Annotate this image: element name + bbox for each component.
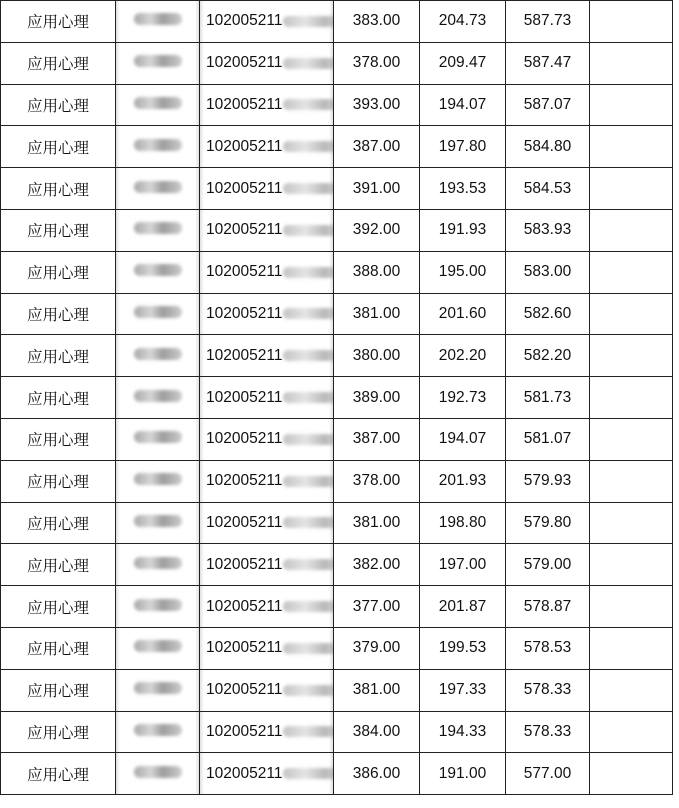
name-cell-redacted xyxy=(116,377,200,419)
name-cell-redacted xyxy=(116,711,200,753)
shadow-strip xyxy=(329,419,333,460)
score-a-cell: 387.00 xyxy=(334,126,420,168)
shadow-strip xyxy=(195,753,199,794)
empty-cell xyxy=(590,293,673,335)
shadow-strip xyxy=(195,168,199,209)
student-id-prefix: 102005211 xyxy=(206,681,283,699)
shadow-strip xyxy=(116,168,120,209)
shadow-strip xyxy=(200,210,204,251)
shadow-strip xyxy=(329,294,333,335)
major-cell: 应用心理 xyxy=(1,42,116,84)
score-a-cell: 383.00 xyxy=(334,1,420,43)
shadow-strip xyxy=(329,377,333,418)
name-cell-redacted xyxy=(116,1,200,43)
shadow-strip xyxy=(200,586,204,627)
total-score-cell: 577.00 xyxy=(506,753,590,795)
score-a-cell: 380.00 xyxy=(334,335,420,377)
total-score-cell: 582.20 xyxy=(506,335,590,377)
empty-cell xyxy=(590,209,673,251)
total-score-cell: 583.00 xyxy=(506,251,590,293)
table-row xyxy=(1,168,673,210)
shadow-strip xyxy=(116,335,120,376)
shadow-strip xyxy=(200,670,204,711)
redacted-id-blur xyxy=(283,476,333,487)
table-row xyxy=(1,544,673,586)
shadow-strip xyxy=(195,628,199,669)
table-row xyxy=(1,502,673,544)
student-id-prefix: 102005211 xyxy=(206,764,283,782)
name-cell-redacted xyxy=(116,126,200,168)
redacted-name-blur xyxy=(134,306,182,318)
name-cell-redacted xyxy=(116,168,200,210)
shadow-strip xyxy=(116,252,120,293)
redacted-name-blur xyxy=(134,55,182,67)
major-cell: 应用心理 xyxy=(1,753,116,795)
redacted-id-blur xyxy=(283,225,333,236)
redacted-id-blur xyxy=(283,58,333,69)
table-row xyxy=(1,418,673,460)
student-id-cell xyxy=(200,418,334,460)
score-a-cell: 384.00 xyxy=(334,711,420,753)
total-score-cell: 587.47 xyxy=(506,42,590,84)
score-b-cell: 197.00 xyxy=(420,544,506,586)
major-cell: 应用心理 xyxy=(1,544,116,586)
student-id-cell xyxy=(200,84,334,126)
name-cell-redacted xyxy=(116,544,200,586)
shadow-strip xyxy=(200,461,204,502)
shadow-strip xyxy=(195,85,199,126)
shadow-strip xyxy=(200,377,204,418)
major-cell: 应用心理 xyxy=(1,502,116,544)
empty-cell xyxy=(590,544,673,586)
shadow-strip xyxy=(329,252,333,293)
empty-cell xyxy=(590,168,673,210)
score-b-cell: 197.33 xyxy=(420,669,506,711)
table-row xyxy=(1,293,673,335)
table-row xyxy=(1,1,673,43)
redacted-id-blur xyxy=(283,308,333,319)
total-score-cell: 579.80 xyxy=(506,502,590,544)
student-id-prefix: 102005211 xyxy=(206,472,283,490)
redacted-id-blur xyxy=(283,643,333,654)
shadow-strip xyxy=(195,1,199,42)
shadow-strip xyxy=(200,168,204,209)
major-cell: 应用心理 xyxy=(1,251,116,293)
empty-cell xyxy=(590,377,673,419)
empty-cell xyxy=(590,753,673,795)
shadow-strip xyxy=(200,1,204,42)
empty-cell xyxy=(590,84,673,126)
shadow-strip xyxy=(195,544,199,585)
redacted-name-blur xyxy=(134,97,182,109)
shadow-strip xyxy=(329,210,333,251)
score-a-cell: 391.00 xyxy=(334,168,420,210)
total-score-cell: 578.33 xyxy=(506,669,590,711)
major-cell: 应用心理 xyxy=(1,84,116,126)
name-cell-redacted xyxy=(116,627,200,669)
student-id-prefix: 102005211 xyxy=(206,346,283,364)
shadow-strip xyxy=(116,85,120,126)
shadow-strip xyxy=(329,1,333,42)
shadow-strip xyxy=(195,377,199,418)
shadow-strip xyxy=(116,43,120,84)
student-id-prefix: 102005211 xyxy=(206,54,283,72)
shadow-strip xyxy=(195,670,199,711)
redacted-id-blur xyxy=(283,768,333,779)
shadow-strip xyxy=(200,335,204,376)
major-cell: 应用心理 xyxy=(1,460,116,502)
major-cell: 应用心理 xyxy=(1,209,116,251)
student-id-prefix: 102005211 xyxy=(206,388,283,406)
major-cell: 应用心理 xyxy=(1,377,116,419)
redacted-name-blur xyxy=(134,181,182,193)
score-a-cell: 392.00 xyxy=(334,209,420,251)
shadow-strip xyxy=(195,419,199,460)
shadow-strip xyxy=(116,628,120,669)
student-id-prefix: 102005211 xyxy=(206,12,283,30)
student-id-cell xyxy=(200,586,334,628)
redacted-id-blur xyxy=(283,267,333,278)
total-score-cell: 584.80 xyxy=(506,126,590,168)
redacted-name-blur xyxy=(134,766,182,778)
name-cell-redacted xyxy=(116,293,200,335)
shadow-strip xyxy=(329,753,333,794)
shadow-strip xyxy=(116,670,120,711)
student-id-prefix: 102005211 xyxy=(206,137,283,155)
redacted-name-blur xyxy=(134,139,182,151)
student-id-cell xyxy=(200,335,334,377)
student-id-prefix: 102005211 xyxy=(206,304,283,322)
redacted-id-blur xyxy=(283,601,333,612)
shadow-strip xyxy=(200,753,204,794)
empty-cell xyxy=(590,627,673,669)
shadow-strip xyxy=(116,377,120,418)
score-b-cell: 191.00 xyxy=(420,753,506,795)
student-id-prefix: 102005211 xyxy=(206,430,283,448)
redacted-name-blur xyxy=(134,599,182,611)
major-cell: 应用心理 xyxy=(1,126,116,168)
shadow-strip xyxy=(116,419,120,460)
student-id-cell xyxy=(200,627,334,669)
empty-cell xyxy=(590,42,673,84)
student-id-cell xyxy=(200,42,334,84)
redacted-id-blur xyxy=(283,434,333,445)
shadow-strip xyxy=(116,586,120,627)
major-cell: 应用心理 xyxy=(1,1,116,43)
score-b-cell: 193.53 xyxy=(420,168,506,210)
major-cell: 应用心理 xyxy=(1,168,116,210)
shadow-strip xyxy=(200,294,204,335)
shadow-strip xyxy=(200,43,204,84)
table-row xyxy=(1,377,673,419)
total-score-cell: 583.93 xyxy=(506,209,590,251)
redacted-name-blur xyxy=(134,473,182,485)
student-id-cell xyxy=(200,168,334,210)
student-id-cell xyxy=(200,669,334,711)
total-score-cell: 587.73 xyxy=(506,1,590,43)
shadow-strip xyxy=(195,712,199,753)
empty-cell xyxy=(590,418,673,460)
redacted-id-blur xyxy=(283,726,333,737)
shadow-strip xyxy=(116,753,120,794)
score-a-cell: 378.00 xyxy=(334,460,420,502)
student-id-cell xyxy=(200,502,334,544)
score-b-cell: 202.20 xyxy=(420,335,506,377)
score-a-cell: 393.00 xyxy=(334,84,420,126)
shadow-strip xyxy=(200,126,204,167)
score-a-cell: 381.00 xyxy=(334,293,420,335)
total-score-cell: 579.93 xyxy=(506,460,590,502)
redacted-id-blur xyxy=(283,16,333,27)
major-cell: 应用心理 xyxy=(1,669,116,711)
empty-cell xyxy=(590,586,673,628)
major-cell: 应用心理 xyxy=(1,418,116,460)
redacted-name-blur xyxy=(134,348,182,360)
total-score-cell: 582.60 xyxy=(506,293,590,335)
shadow-strip xyxy=(195,335,199,376)
shadow-strip xyxy=(195,252,199,293)
redacted-name-blur xyxy=(134,724,182,736)
shadow-strip xyxy=(116,1,120,42)
redacted-name-blur xyxy=(134,682,182,694)
shadow-strip xyxy=(329,586,333,627)
student-id-prefix: 102005211 xyxy=(206,221,283,239)
student-id-prefix: 102005211 xyxy=(206,179,283,197)
student-id-cell xyxy=(200,251,334,293)
empty-cell xyxy=(590,502,673,544)
shadow-strip xyxy=(329,43,333,84)
shadow-strip xyxy=(116,126,120,167)
score-b-cell: 204.73 xyxy=(420,1,506,43)
major-cell: 应用心理 xyxy=(1,711,116,753)
name-cell-redacted xyxy=(116,251,200,293)
redacted-id-blur xyxy=(283,99,333,110)
score-a-cell: 381.00 xyxy=(334,669,420,711)
score-b-cell: 192.73 xyxy=(420,377,506,419)
shadow-strip xyxy=(200,419,204,460)
name-cell-redacted xyxy=(116,42,200,84)
shadow-strip xyxy=(329,544,333,585)
shadow-strip xyxy=(116,294,120,335)
student-id-prefix: 102005211 xyxy=(206,555,283,573)
score-a-cell: 381.00 xyxy=(334,502,420,544)
score-a-cell: 378.00 xyxy=(334,42,420,84)
shadow-strip xyxy=(195,461,199,502)
student-id-cell xyxy=(200,711,334,753)
student-id-cell xyxy=(200,753,334,795)
shadow-strip xyxy=(200,503,204,544)
total-score-cell: 579.00 xyxy=(506,544,590,586)
empty-cell xyxy=(590,711,673,753)
empty-cell xyxy=(590,251,673,293)
score-b-cell: 201.60 xyxy=(420,293,506,335)
redacted-name-blur xyxy=(134,515,182,527)
name-cell-redacted xyxy=(116,84,200,126)
redacted-name-blur xyxy=(134,264,182,276)
table-row xyxy=(1,251,673,293)
score-b-cell: 194.33 xyxy=(420,711,506,753)
shadow-strip xyxy=(116,503,120,544)
shadow-strip xyxy=(329,503,333,544)
redacted-name-blur xyxy=(134,13,182,25)
score-b-cell: 194.07 xyxy=(420,418,506,460)
shadow-strip xyxy=(329,461,333,502)
table-row xyxy=(1,126,673,168)
shadow-strip xyxy=(329,712,333,753)
student-id-cell xyxy=(200,1,334,43)
table-row xyxy=(1,669,673,711)
total-score-cell: 581.07 xyxy=(506,418,590,460)
score-b-cell: 201.87 xyxy=(420,586,506,628)
shadow-strip xyxy=(195,210,199,251)
student-id-cell xyxy=(200,293,334,335)
table-row xyxy=(1,335,673,377)
shadow-strip xyxy=(329,335,333,376)
student-id-prefix: 102005211 xyxy=(206,722,283,740)
major-cell: 应用心理 xyxy=(1,335,116,377)
shadow-strip xyxy=(116,461,120,502)
redacted-id-blur xyxy=(283,685,333,696)
score-a-cell: 389.00 xyxy=(334,377,420,419)
shadow-strip xyxy=(195,586,199,627)
total-score-cell: 587.07 xyxy=(506,84,590,126)
score-b-cell: 209.47 xyxy=(420,42,506,84)
name-cell-redacted xyxy=(116,209,200,251)
score-b-cell: 198.80 xyxy=(420,502,506,544)
table-row xyxy=(1,753,673,795)
score-b-cell: 191.93 xyxy=(420,209,506,251)
table-row xyxy=(1,42,673,84)
student-id-prefix: 102005211 xyxy=(206,639,283,657)
redacted-id-blur xyxy=(283,517,333,528)
empty-cell xyxy=(590,1,673,43)
redacted-name-blur xyxy=(134,222,182,234)
shadow-strip xyxy=(329,85,333,126)
student-id-prefix: 102005211 xyxy=(206,513,283,531)
student-id-cell xyxy=(200,544,334,586)
shadow-strip xyxy=(116,544,120,585)
name-cell-redacted xyxy=(116,460,200,502)
name-cell-redacted xyxy=(116,753,200,795)
student-id-prefix: 102005211 xyxy=(206,95,283,113)
empty-cell xyxy=(590,460,673,502)
student-id-cell xyxy=(200,209,334,251)
score-a-cell: 387.00 xyxy=(334,418,420,460)
shadow-strip xyxy=(200,544,204,585)
shadow-strip xyxy=(329,628,333,669)
total-score-cell: 581.73 xyxy=(506,377,590,419)
score-b-cell: 201.93 xyxy=(420,460,506,502)
name-cell-redacted xyxy=(116,669,200,711)
empty-cell xyxy=(590,335,673,377)
shadow-strip xyxy=(200,85,204,126)
score-a-cell: 382.00 xyxy=(334,544,420,586)
redacted-id-blur xyxy=(283,141,333,152)
score-b-cell: 199.53 xyxy=(420,627,506,669)
redacted-name-blur xyxy=(134,390,182,402)
total-score-cell: 578.87 xyxy=(506,586,590,628)
redacted-id-blur xyxy=(283,392,333,403)
table-row xyxy=(1,711,673,753)
total-score-cell: 578.53 xyxy=(506,627,590,669)
shadow-strip xyxy=(200,628,204,669)
student-id-cell xyxy=(200,377,334,419)
table-row xyxy=(1,209,673,251)
shadow-strip xyxy=(200,712,204,753)
total-score-cell: 578.33 xyxy=(506,711,590,753)
student-id-cell xyxy=(200,126,334,168)
student-id-cell xyxy=(200,460,334,502)
name-cell-redacted xyxy=(116,418,200,460)
redacted-name-blur xyxy=(134,640,182,652)
name-cell-redacted xyxy=(116,502,200,544)
major-cell: 应用心理 xyxy=(1,586,116,628)
table-body xyxy=(1,1,673,795)
table-row xyxy=(1,627,673,669)
total-score-cell: 584.53 xyxy=(506,168,590,210)
shadow-strip xyxy=(195,294,199,335)
redacted-name-blur xyxy=(134,431,182,443)
name-cell-redacted xyxy=(116,335,200,377)
redacted-id-blur xyxy=(283,559,333,570)
name-cell-redacted xyxy=(116,586,200,628)
shadow-strip xyxy=(195,503,199,544)
score-b-cell: 194.07 xyxy=(420,84,506,126)
shadow-strip xyxy=(195,43,199,84)
empty-cell xyxy=(590,126,673,168)
redacted-id-blur xyxy=(283,183,333,194)
table-row xyxy=(1,586,673,628)
shadow-strip xyxy=(329,168,333,209)
student-id-prefix: 102005211 xyxy=(206,597,283,615)
score-a-cell: 379.00 xyxy=(334,627,420,669)
score-a-cell: 386.00 xyxy=(334,753,420,795)
score-a-cell: 388.00 xyxy=(334,251,420,293)
score-b-cell: 195.00 xyxy=(420,251,506,293)
score-b-cell: 197.80 xyxy=(420,126,506,168)
redacted-id-blur xyxy=(283,350,333,361)
student-id-prefix: 102005211 xyxy=(206,263,283,281)
shadow-strip xyxy=(329,126,333,167)
shadow-strip xyxy=(329,670,333,711)
table-row xyxy=(1,460,673,502)
shadow-strip xyxy=(116,712,120,753)
major-cell: 应用心理 xyxy=(1,627,116,669)
shadow-strip xyxy=(200,252,204,293)
empty-cell xyxy=(590,669,673,711)
table-row xyxy=(1,84,673,126)
major-cell: 应用心理 xyxy=(1,293,116,335)
redacted-name-blur xyxy=(134,557,182,569)
shadow-strip xyxy=(116,210,120,251)
score-a-cell: 377.00 xyxy=(334,586,420,628)
shadow-strip xyxy=(195,126,199,167)
